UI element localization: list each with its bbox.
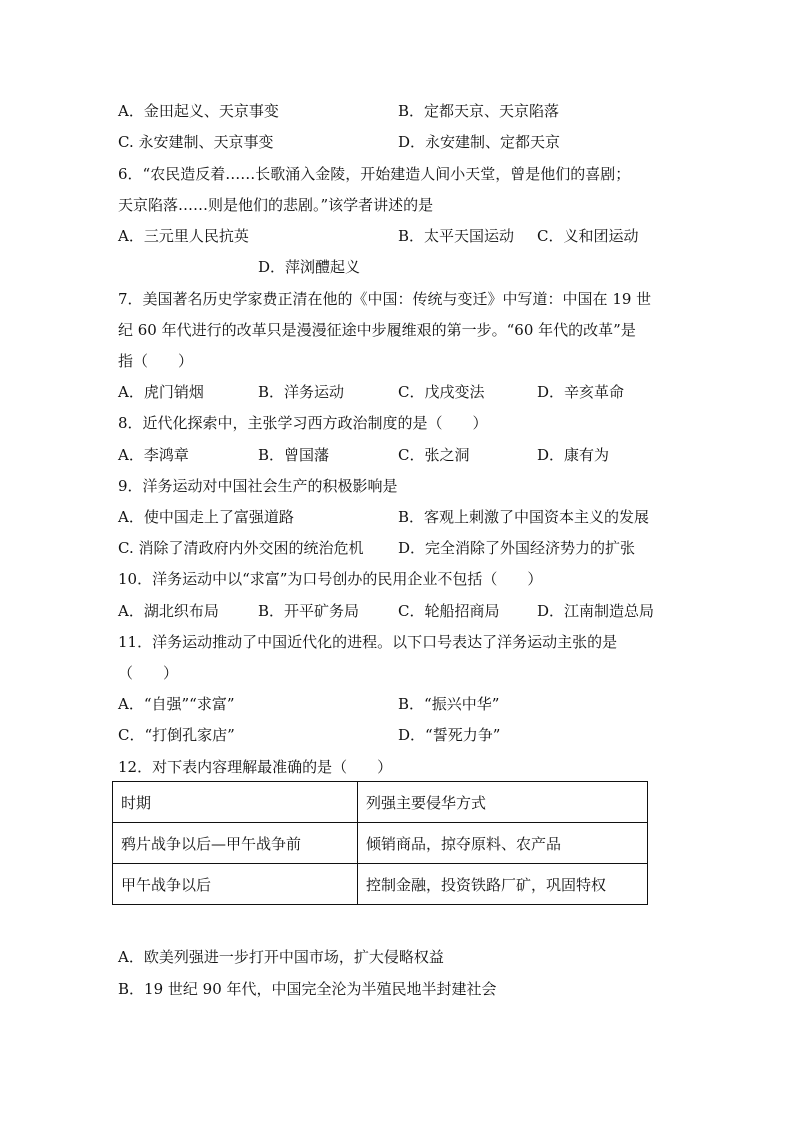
q12-option-a: A．欧美列强进一步打开中国市场，扩大侵略权益 bbox=[118, 948, 444, 966]
q7-option-c: C．戊戌变法 bbox=[398, 383, 485, 401]
q6-stem-line-2: 天京陷落……则是他们的悲剧。”该学者讲述的是 bbox=[118, 196, 434, 214]
q6-option-a: A．三元里人民抗英 bbox=[118, 227, 249, 245]
q9-option-c: C. 消除了清政府内外交困的统治危机 bbox=[118, 539, 364, 557]
q11-option-c: C．“打倒孔家店” bbox=[118, 726, 235, 744]
q7-option-a: A．虎门销烟 bbox=[118, 383, 204, 401]
q7-stem-line-2: 纪 60 年代进行的改革只是漫漫征途中步履维艰的第一步。“60 年代的改革”是 bbox=[118, 321, 636, 339]
q12-stem: 12．对下表内容理解最准确的是（ ） bbox=[118, 758, 393, 776]
table-header-cell: 时期 bbox=[113, 782, 358, 823]
q10-stem: 10．洋务运动中以“求富”为口号创办的民用企业不包括（ ） bbox=[118, 570, 543, 588]
q11-stem-line-2: （ ） bbox=[118, 664, 179, 682]
q5-option-c: C. 永安建制、天京事变 bbox=[118, 133, 274, 151]
q12-option-b: B．19 世纪 90 年代，中国完全沦为半殖民地半封建社会 bbox=[118, 980, 497, 998]
q6-option-d: D．萍浏醴起义 bbox=[258, 258, 361, 276]
q10-option-d: D．江南制造总局 bbox=[537, 602, 655, 620]
q8-option-b: B．曾国藩 bbox=[258, 446, 330, 464]
q7-option-b: B．洋务运动 bbox=[258, 383, 345, 401]
q11-stem-line-1: 11．洋务运动推动了中国近代化的进程。以下口号表达了洋务运动主张的是 bbox=[118, 633, 618, 651]
q5-option-b: B．定都天京、天京陷落 bbox=[398, 102, 560, 120]
q11-option-d: D．“誓死力争” bbox=[398, 726, 501, 744]
q7-option-d: D．辛亥革命 bbox=[537, 383, 625, 401]
q6-stem-line-1: 6．“农民造反着……长歌涌入金陵，开始建造人间小天堂，曾是他们的喜剧； bbox=[118, 165, 631, 183]
q11-option-b: B．“振兴中华” bbox=[398, 695, 500, 713]
q7-stem-line-3: 指（ ） bbox=[118, 352, 194, 370]
q6-option-c: C．义和团运动 bbox=[537, 227, 639, 245]
q5-option-d: D．永安建制、定都天京 bbox=[398, 133, 561, 151]
q8-stem: 8．近代化探索中，主张学习西方政治制度的是（ ） bbox=[118, 414, 488, 432]
table-cell: 控制金融，投资铁路厂矿，巩固特权 bbox=[358, 864, 648, 905]
q11-option-a: A．“自强”“求富” bbox=[118, 695, 235, 713]
q10-option-c: C．轮船招商局 bbox=[398, 602, 500, 620]
q10-option-a: A．湖北织布局 bbox=[118, 602, 219, 620]
table-cell: 鸦片战争以后—甲午战争前 bbox=[113, 823, 358, 864]
table-row bbox=[113, 864, 648, 905]
q9-option-d: D．完全消除了外国经济势力的扩张 bbox=[398, 539, 636, 557]
q8-option-d: D．康有为 bbox=[537, 446, 610, 464]
q7-stem-line-1: 7．美国著名历史学家费正清在他的《中国：传统与变迁》中写道：中国在 19 世 bbox=[118, 290, 652, 308]
q9-option-b: B．客观上刺激了中国资本主义的发展 bbox=[398, 508, 650, 526]
table-row bbox=[113, 823, 648, 864]
table-cell: 倾销商品，掠夺原料、农产品 bbox=[358, 823, 648, 864]
q6-option-b: B．太平天国运动 bbox=[398, 227, 515, 245]
q8-option-c: C．张之洞 bbox=[398, 446, 470, 464]
q9-stem: 9．洋务运动对中国社会生产的积极影响是 bbox=[118, 477, 398, 495]
table-header-row bbox=[113, 782, 648, 823]
q5-option-a: A．金田起义、天京事变 bbox=[118, 102, 279, 120]
q10-option-b: B．开平矿务局 bbox=[258, 602, 360, 620]
table-header-cell: 列强主要侵华方式 bbox=[358, 782, 648, 823]
q8-option-a: A．李鸿章 bbox=[118, 446, 189, 464]
table-cell: 甲午战争以后 bbox=[113, 864, 358, 905]
q12-table bbox=[112, 781, 648, 905]
q9-option-a: A．使中国走上了富强道路 bbox=[118, 508, 294, 526]
